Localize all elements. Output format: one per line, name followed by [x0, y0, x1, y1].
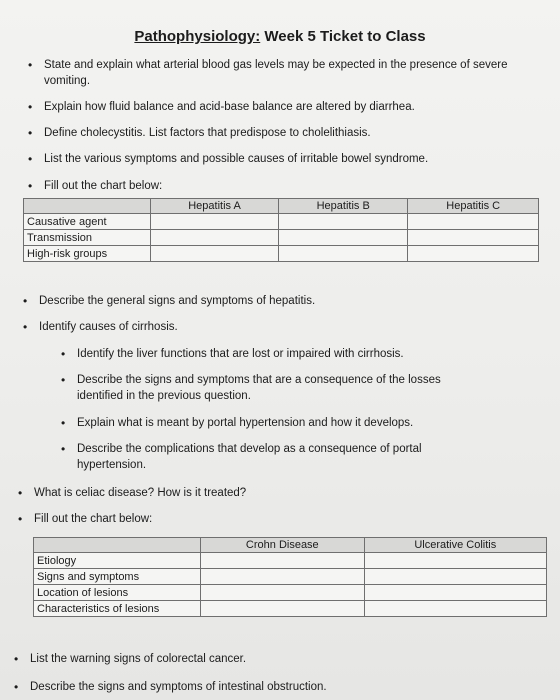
- row-label: Location of lesions: [34, 585, 201, 601]
- row-label: Causative agent: [24, 214, 151, 230]
- page-title: [0, 28, 560, 45]
- ibd-table: [33, 537, 547, 617]
- table-cell: [279, 246, 408, 262]
- list-item-text: Describe the general signs and symptoms of hepatitis.: [39, 295, 316, 307]
- bullet: •: [61, 347, 66, 361]
- table-header-row: [24, 199, 539, 214]
- table-cell: [151, 246, 279, 262]
- list-item-text: Define cholecystitis. List factors that predispose to cholelithiasis.: [44, 127, 371, 139]
- list-item-text: Identify causes of cirrhosis.: [39, 321, 178, 333]
- table-header-row: [34, 538, 547, 553]
- list-item-text: Identify the liver functions that are lost or impaired with cirrhosis.: [77, 348, 404, 360]
- list-item: [23, 293, 519, 309]
- bullet: •: [18, 512, 23, 526]
- table-header-cell: Crohn Disease: [201, 538, 365, 553]
- table-header-cell: Hepatitis A: [151, 199, 279, 214]
- list-item: [23, 319, 519, 335]
- table-cell: [201, 553, 365, 569]
- bullet: •: [28, 179, 33, 193]
- sub-list-item: [61, 441, 467, 473]
- table-header-cell: [24, 199, 151, 214]
- table-row: [24, 246, 539, 262]
- list-item-text: Describe the signs and symptoms that are a consequence of the losses identified in the previous question.: [77, 374, 441, 402]
- table-cell: [201, 601, 365, 617]
- list-item: [14, 651, 510, 667]
- row-label: Etiology: [34, 553, 201, 569]
- table-cell: [364, 601, 546, 617]
- bullet: •: [18, 486, 23, 500]
- list-item-text: Describe the signs and symptoms of intestinal obstruction.: [30, 681, 327, 693]
- list-item: [28, 99, 524, 115]
- list-item: [28, 57, 514, 89]
- bullet: •: [28, 126, 33, 140]
- table-cell: [364, 569, 546, 585]
- list-item-text: What is celiac disease? How is it treated?: [34, 487, 247, 499]
- bullet: •: [61, 416, 66, 430]
- table-cell: [279, 230, 408, 246]
- row-label: Transmission: [24, 230, 151, 246]
- bullet: •: [61, 442, 66, 456]
- table-cell: [201, 585, 365, 601]
- list-item-text: List the various symptoms and possible causes of irritable bowel syndrome.: [44, 153, 429, 165]
- table-cell: [364, 553, 546, 569]
- table-cell: [408, 214, 539, 230]
- bullet: •: [23, 294, 28, 308]
- hepatitis-table: [23, 198, 539, 262]
- list-item-text: Fill out the chart below:: [44, 180, 163, 192]
- row-label: High-risk groups: [24, 246, 151, 262]
- sub-list-item: [61, 346, 517, 362]
- list-item-text: Fill out the chart below:: [34, 513, 153, 525]
- list-item: [14, 679, 510, 695]
- title-course: Pathophysiology:: [134, 28, 261, 45]
- table-header-cell: [34, 538, 201, 553]
- table-row: [34, 569, 547, 585]
- row-label: Signs and symptoms: [34, 569, 201, 585]
- bullet: •: [23, 320, 28, 334]
- bullet: •: [28, 100, 33, 114]
- bullet: •: [14, 652, 19, 666]
- list-item-text: Explain what is meant by portal hypertension and how it develops.: [77, 417, 414, 429]
- table-row: [34, 553, 547, 569]
- bullet: •: [28, 58, 33, 72]
- table-row: [24, 230, 539, 246]
- table-row: [34, 585, 547, 601]
- list-item-text: Explain how fluid balance and acid-base balance are altered by diarrhea.: [44, 101, 415, 113]
- table-header-cell: Ulcerative Colitis: [364, 538, 546, 553]
- list-item-text: Describe the complications that develop as a consequence of portal hypertension.: [77, 443, 422, 471]
- table-cell: [408, 230, 539, 246]
- bullet: •: [28, 152, 33, 166]
- table-row: [34, 601, 547, 617]
- table-cell: [151, 230, 279, 246]
- table-header-cell: Hepatitis C: [408, 199, 539, 214]
- table-header-cell: Hepatitis B: [279, 199, 408, 214]
- row-label: Characteristics of lesions: [34, 601, 201, 617]
- list-item: [28, 151, 524, 167]
- bullet: •: [14, 680, 19, 694]
- list-item: [18, 511, 514, 527]
- list-item: [28, 178, 524, 194]
- table-cell: [151, 214, 279, 230]
- table-cell: [408, 246, 539, 262]
- list-item: [28, 125, 524, 141]
- title-rest: Week 5 Ticket to Class: [260, 28, 426, 45]
- table-cell: [279, 214, 408, 230]
- sub-list-item: [61, 372, 477, 404]
- bullet: •: [61, 373, 66, 387]
- sub-list-item: [61, 415, 517, 431]
- table-cell: [364, 585, 546, 601]
- list-item-text: List the warning signs of colorectal cancer.: [30, 653, 247, 665]
- list-item-text: State and explain what arterial blood gas levels may be expected in the presence of severe vomiting.: [44, 59, 508, 87]
- table-cell: [201, 569, 365, 585]
- table-row: [24, 214, 539, 230]
- list-item: [18, 485, 514, 501]
